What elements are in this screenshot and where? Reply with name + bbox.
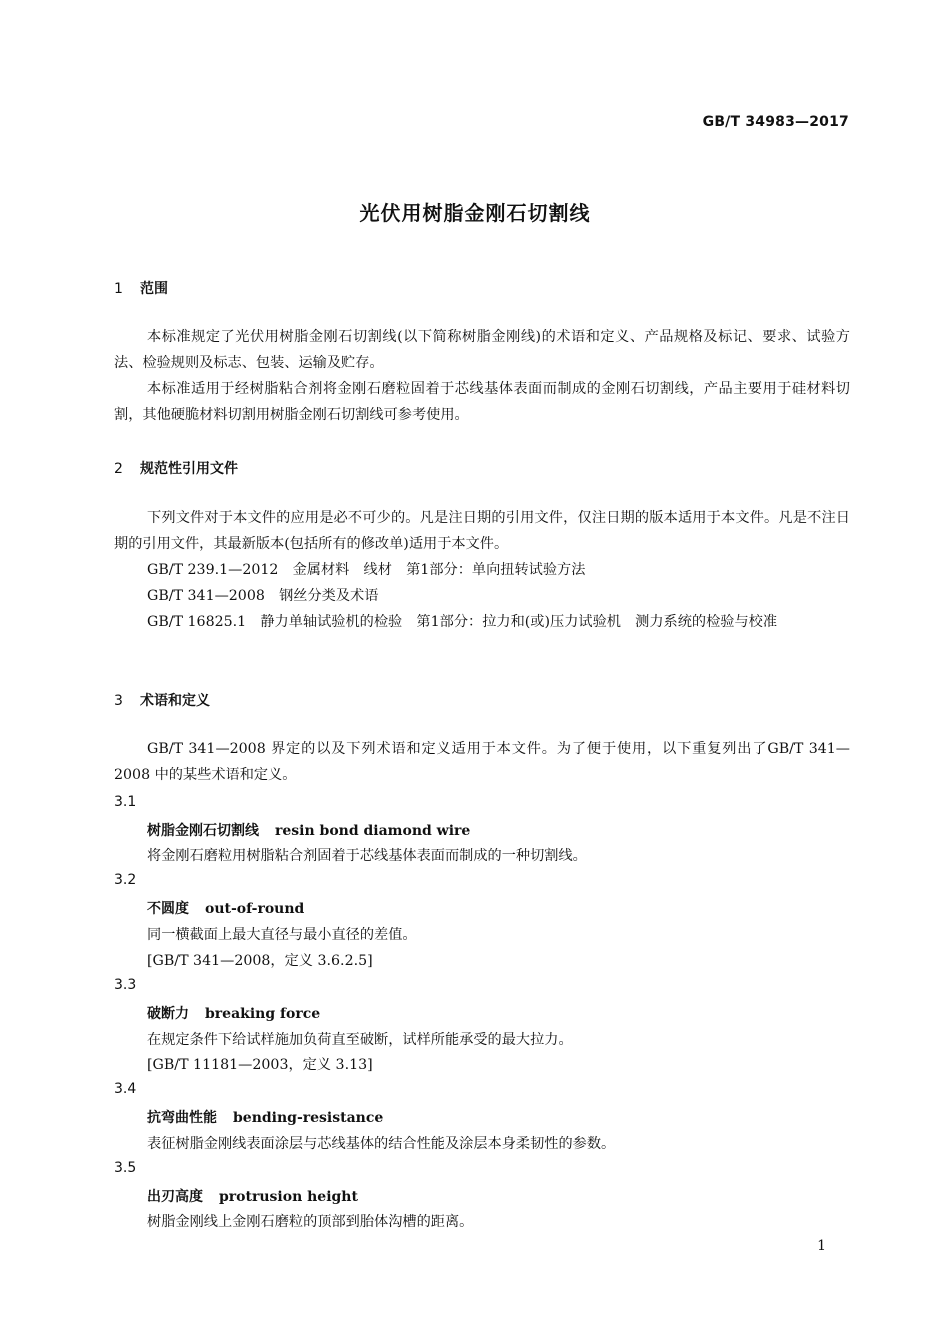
term-name-zh: 抗弯曲性能 [147, 1110, 217, 1126]
term-name-en: breaking force [205, 1006, 321, 1022]
term-name-en: resin bond diamond wire [275, 823, 471, 839]
document-title: 光伏用树脂金刚石切割线 [359, 201, 591, 225]
reference-item: GB/T 341—2008 钢丝分类及术语 [147, 588, 379, 604]
term-name-en: bending-resistance [233, 1110, 384, 1126]
section-1-heading [114, 278, 168, 298]
section-2-heading [114, 458, 238, 478]
term-name [147, 1003, 320, 1023]
term-number: 3.1 [114, 794, 137, 810]
term-name-zh: 树脂金刚石切割线 [147, 823, 259, 839]
term-source: [GB/T 11181—2003，定义 3.13] [147, 1057, 373, 1073]
term-name-zh: 不圆度 [147, 901, 189, 917]
term-number: 3.4 [114, 1081, 137, 1097]
section-1-number: 1 [114, 281, 123, 297]
term-number: 3.3 [114, 977, 137, 993]
term-name [147, 1186, 358, 1206]
reference-item: GB/T 239.1—2012 金属材料 线材 第1部分：单向扭转试验方法 [147, 562, 586, 578]
section-3-intro: GB/T 341—2008 界定的以及下列术语和定义适用于本文件。为了便于使用，以下重复列出了GB/T 341—2008 中的某些术语和定义。 [114, 741, 850, 783]
term-name [147, 820, 470, 840]
term-name [147, 898, 304, 918]
term-definition: 在规定条件下给试样施加负荷直至破断，试样所能承受的最大拉力。 [147, 1032, 573, 1048]
standard-number: GB/T 34983—2017 [702, 114, 849, 130]
section-1-title: 范围 [140, 281, 168, 297]
term-name-en: out-of-round [205, 901, 305, 917]
term-definition: 表征树脂金刚线表面涂层与芯线基体的结合性能及涂层本身柔韧性的参数。 [147, 1136, 616, 1152]
term-definition: 同一横截面上最大直径与最小直径的差值。 [147, 927, 417, 943]
term-source: [GB/T 341—2008，定义 3.6.2.5] [147, 953, 373, 969]
term-name [147, 1107, 383, 1127]
section-2-title: 规范性引用文件 [140, 461, 238, 477]
term-number: 3.5 [114, 1160, 137, 1176]
section-3-heading [114, 690, 210, 710]
section-2-intro: 下列文件对于本文件的应用是必不可少的。凡是注日期的引用文件，仅注日期的版本适用于本文件。凡是不注日期的引用文件，其最新版本(包括所有的修改单)适用于本文件。 [114, 510, 850, 552]
reference-item: GB/T 16825.1 静力单轴试验机的检验 第1部分：拉力和(或)压力试验机 测力系统的检验与校准 [147, 614, 778, 630]
page-number: 1 [817, 1238, 826, 1254]
term-name-zh: 出刃高度 [147, 1189, 203, 1205]
term-definition: 将金刚石磨粒用树脂粘合剂固着于芯线基体表面而制成的一种切割线。 [147, 848, 587, 864]
section-3-number: 3 [114, 693, 123, 709]
term-name-en: protrusion height [219, 1189, 358, 1205]
section-1-paragraph-2: 本标准适用于经树脂粘合剂将金刚石磨粒固着于芯线基体表面而制成的金刚石切割线，产品主要用于硅材料切割，其他硬脆材料切割用树脂金刚石切割线可参考使用。 [114, 381, 850, 423]
term-definition: 树脂金刚线上金刚石磨粒的顶部到胎体沟槽的距离。 [147, 1214, 474, 1230]
section-3-title: 术语和定义 [140, 693, 210, 709]
section-1-paragraph-1: 本标准规定了光伏用树脂金刚石切割线(以下简称树脂金刚线)的术语和定义、产品规格及标记、要求、试验方法、检验规则及标志、包装、运输及贮存。 [114, 329, 850, 371]
term-name-zh: 破断力 [147, 1006, 189, 1022]
term-number: 3.2 [114, 872, 137, 888]
section-2-number: 2 [114, 461, 123, 477]
